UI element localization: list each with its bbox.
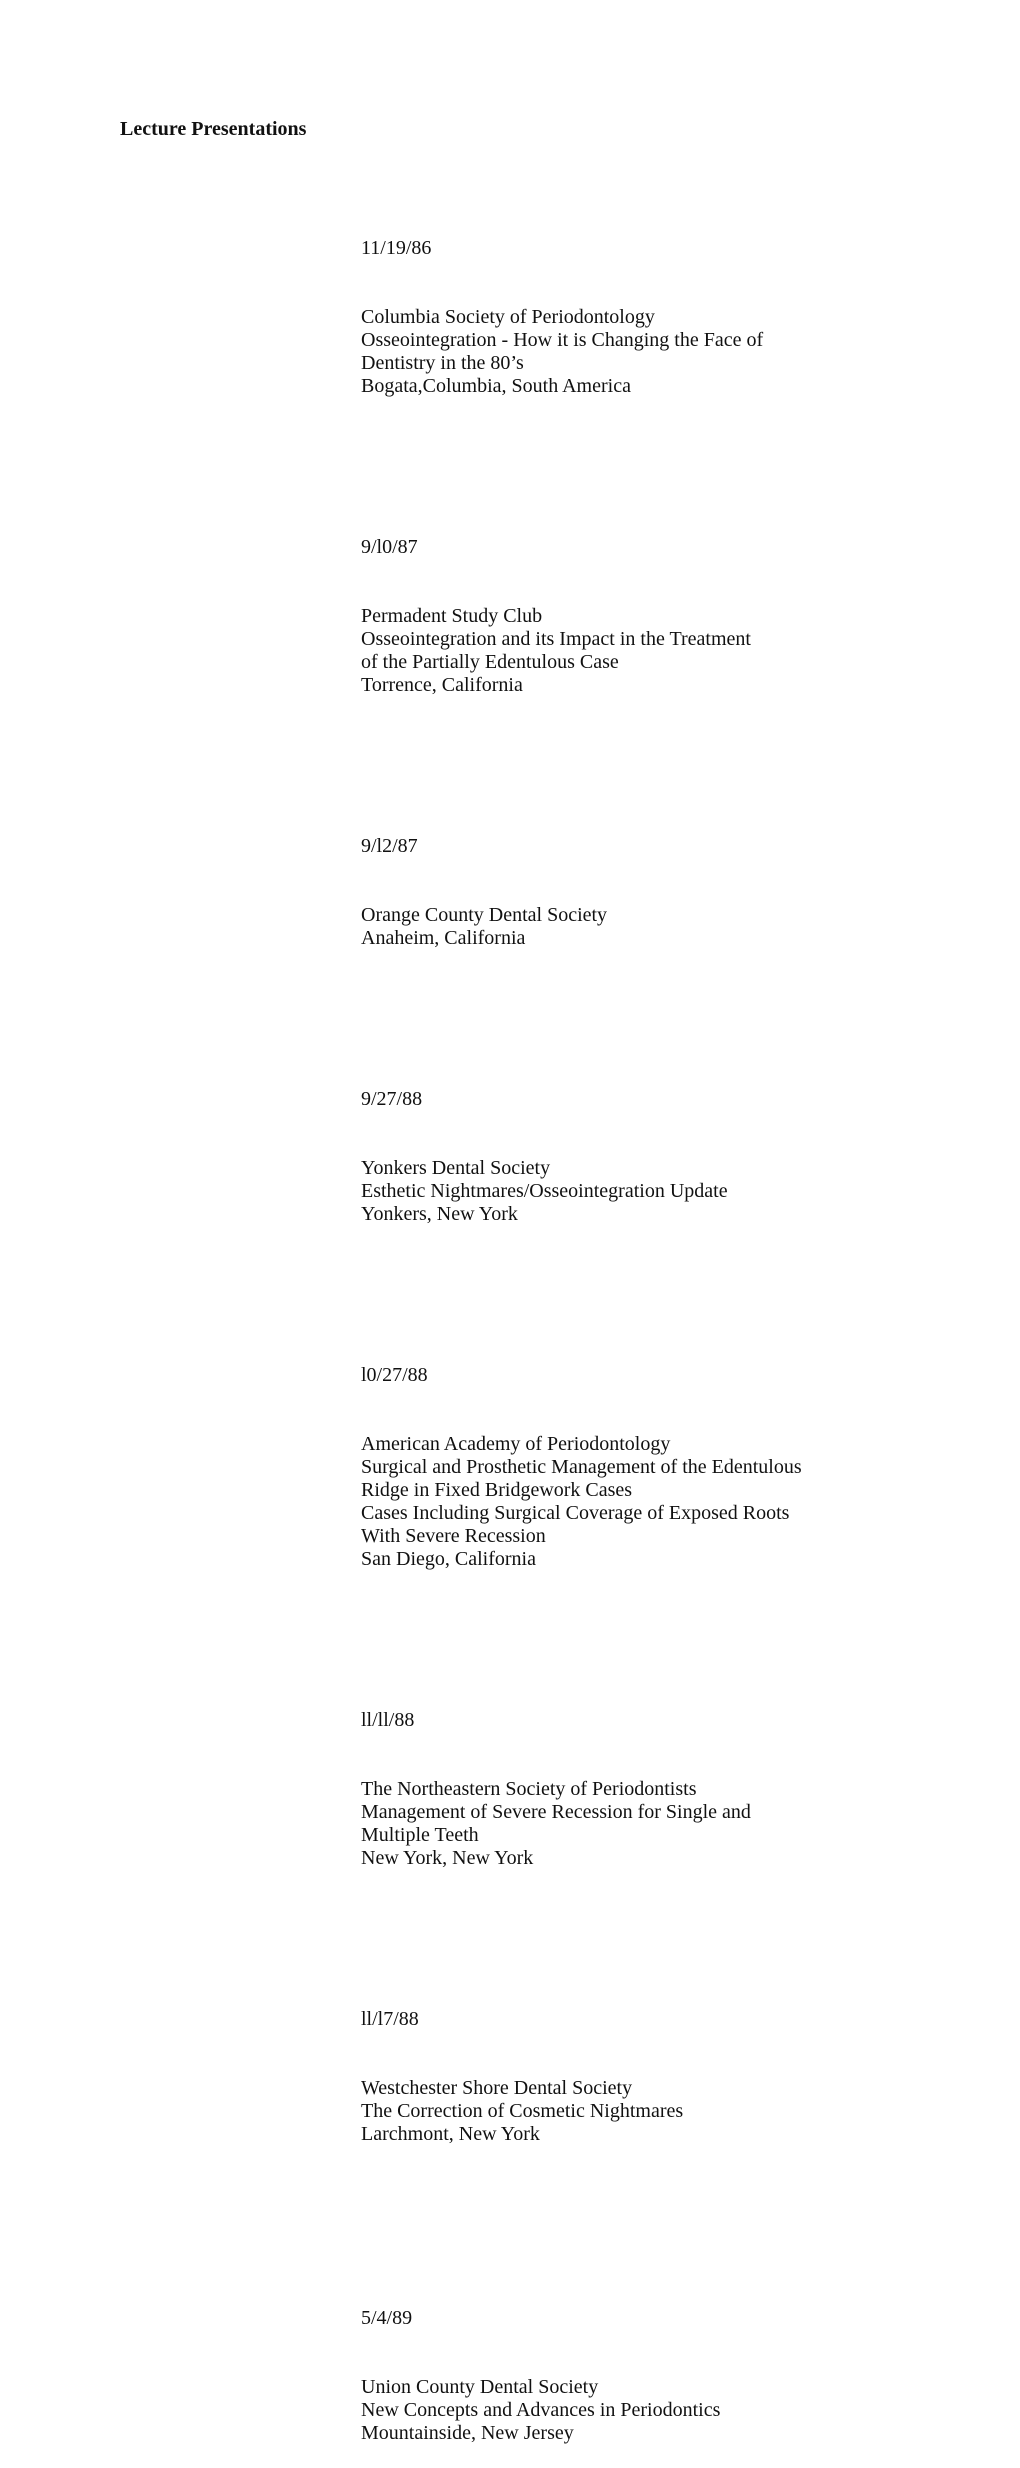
lecture-entry (361, 1962, 802, 2146)
entry-date: ll/ll/88 (361, 1709, 415, 1731)
entry-text-line: Larchmont, New York (361, 2123, 540, 2145)
entry-text-line: The Northeastern Society of Periodontists (361, 1778, 697, 1800)
entry-text-line: Torrence, California (361, 674, 523, 696)
entry-text-line: The Correction of Cosmetic Nightmares (361, 2100, 684, 2122)
entry-text-line: Osseointegration - How it is Changing the Face of (361, 329, 764, 351)
entry-text-line: Osseointegration and its Impact in the Treatment (361, 628, 751, 650)
entry-date: ll/l7/88 (361, 2008, 419, 2030)
entry-date: 11/19/86 (361, 237, 432, 259)
entry-text-line: American Academy of Periodontology (361, 1433, 671, 1455)
entry-text-line: Bogata,Columbia, South America (361, 375, 631, 397)
entry-text-line: San Diego, California (361, 1548, 536, 1570)
entry-text-line: Yonkers, New York (361, 1203, 518, 1225)
lecture-entry (361, 2261, 802, 2445)
entry-text-line: of the Partially Edentulous Case (361, 651, 619, 673)
entry-date: 9/l2/87 (361, 835, 418, 857)
lecture-entry (361, 490, 802, 697)
entry-text-line: Ridge in Fixed Bridgework Cases (361, 1479, 633, 1501)
entry-text-line: Union County Dental Society (361, 2376, 599, 2398)
lecture-entry (361, 1663, 802, 1870)
lecture-entries-list (361, 145, 802, 2468)
entry-text-line: Surgical and Prosthetic Management of the Edentulous (361, 1456, 802, 1478)
entry-text-line: Esthetic Nightmares/Osseointegration Update (361, 1180, 728, 1202)
entry-text-line: With Severe Recession (361, 1525, 546, 1547)
entry-text-line: Mountainside, New Jersey (361, 2422, 574, 2444)
entry-text-line: Permadent Study Club (361, 605, 543, 627)
lecture-entry (361, 1042, 802, 1226)
entry-text-line: Orange County Dental Society (361, 904, 608, 926)
entry-date: 5/4/89 (361, 2307, 413, 2329)
lecture-entry (361, 191, 802, 398)
lecture-entry (361, 1318, 802, 1571)
entry-text-line: Dentistry in the 80’s (361, 352, 524, 374)
entry-date: 9/l0/87 (361, 536, 418, 558)
entry-text-line: New York, New York (361, 1847, 534, 1869)
entry-text-line: New Concepts and Advances in Periodontics (361, 2399, 721, 2421)
entry-date: 9/27/88 (361, 1088, 423, 1110)
entry-date: l0/27/88 (361, 1364, 428, 1386)
entry-text-line: Management of Severe Recession for Single and (361, 1801, 751, 1823)
entry-text-line: Multiple Teeth (361, 1824, 479, 1846)
entry-text-line: Cases Including Surgical Coverage of Exposed Roots (361, 1502, 790, 1524)
entry-text-line: Columbia Society of Periodontology (361, 306, 655, 328)
lecture-entry (361, 789, 802, 950)
entry-text-line: Yonkers Dental Society (361, 1157, 551, 1179)
entry-text-line: Anaheim, California (361, 927, 526, 949)
entry-text-line: Westchester Shore Dental Society (361, 2077, 633, 2099)
section-heading: Lecture Presentations (120, 118, 307, 140)
